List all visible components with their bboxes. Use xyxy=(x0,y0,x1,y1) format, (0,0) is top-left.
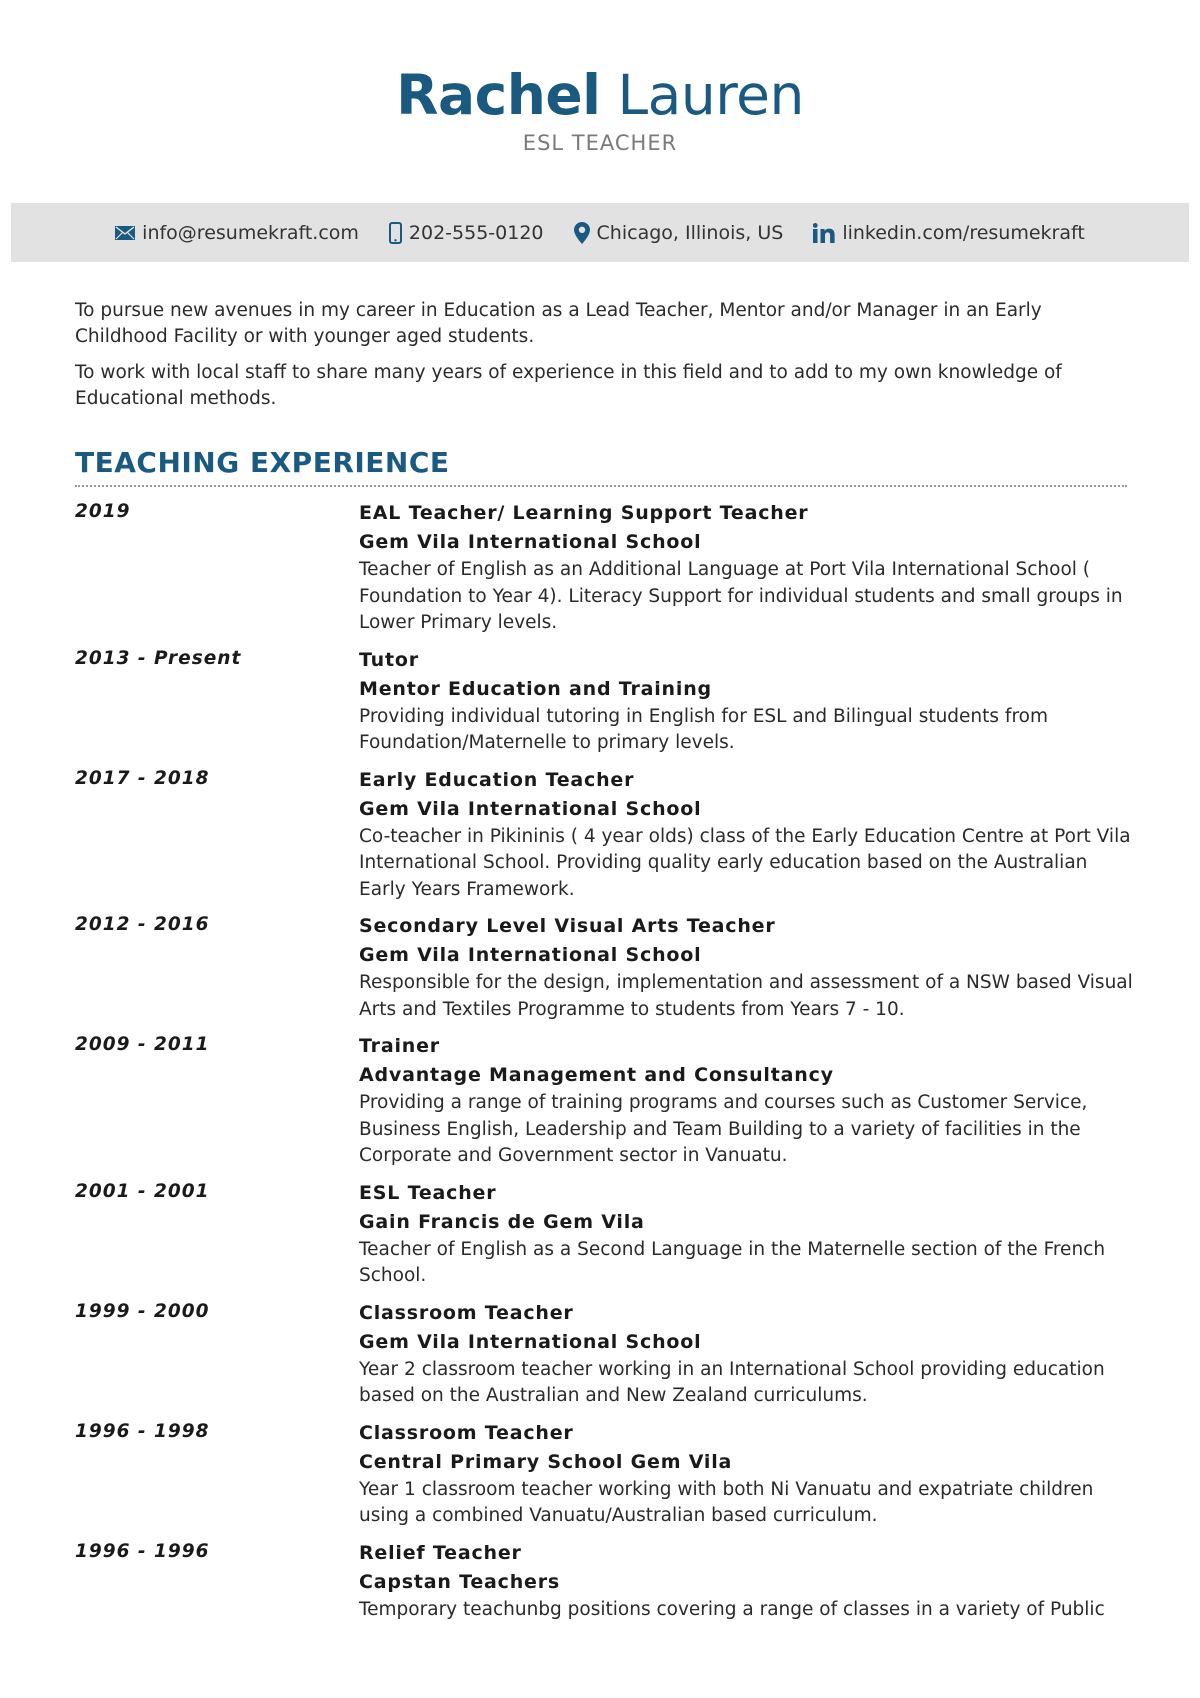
job-title: Early Education Teacher xyxy=(359,768,635,791)
job-title: ESL Teacher xyxy=(359,1181,497,1204)
job-description: Year 1 classroom teacher working with both Ni Vanuatu and expatriate children using a combined Vanuatu/Australian based curriculum. xyxy=(359,1478,1094,1526)
job-company: Capstan Teachers xyxy=(359,1570,561,1593)
job-entry xyxy=(75,1179,1135,1290)
job-title: Classroom Teacher xyxy=(359,1301,574,1324)
first-name: Rachel xyxy=(396,63,601,127)
envelope-icon xyxy=(115,226,135,240)
job-title: Secondary Level Visual Arts Teacher xyxy=(359,915,776,937)
contact-location[interactable] xyxy=(574,222,784,244)
job-company: Advantage Management and Consultancy xyxy=(359,1064,834,1086)
job-company: Central Primary School Gem Vila xyxy=(359,1450,733,1473)
objective-section xyxy=(75,298,1135,422)
job-date: 2012 - 2016 xyxy=(75,914,210,935)
job-description: Temporary teachunbg positions covering a range of classes in a variety of Public xyxy=(359,1598,1105,1620)
job-entry xyxy=(75,646,1135,757)
job-description: Providing a range of training programs and courses such as Customer Service, Business English, Leadership and Team Building to a variety of facilities in the Corporate and Government sector in Vanuatu. xyxy=(359,1092,1088,1166)
section-title-teaching-experience: TEACHING EXPERIENCE xyxy=(75,446,450,479)
job-description: Year 2 classroom teacher working in an International School providing education based on the Australian and New Zealand curriculums. xyxy=(359,1358,1105,1406)
job-company: Gain Francis de Gem Vila xyxy=(359,1210,645,1233)
contact-linkedin[interactable] xyxy=(813,222,1085,244)
resume-header xyxy=(0,62,1200,156)
job-title: Tutor xyxy=(359,648,419,671)
job-entry xyxy=(75,1419,1135,1530)
job-description: Providing individual tutoring in English for ESL and Bilingual students from Foundation/Maternelle to primary levels. xyxy=(359,705,1048,753)
candidate-name xyxy=(0,62,1200,128)
job-company: Gem Vila International School xyxy=(359,1330,702,1353)
linkedin-icon xyxy=(813,223,835,243)
job-company: Gem Vila International School xyxy=(359,797,702,820)
job-company: Gem Vila International School xyxy=(359,531,702,553)
job-company: Gem Vila International School xyxy=(359,944,702,966)
contact-phone[interactable] xyxy=(389,222,544,244)
job-entry xyxy=(75,1299,1135,1410)
job-date: 2019 xyxy=(75,501,131,522)
linkedin-text: linkedin.com/resumekraft xyxy=(842,221,1085,244)
job-date: 2009 - 2011 xyxy=(75,1034,210,1055)
objective-paragraph: To work with local staff to share many years of experience in this field and to add to my own knowledge of Educational methods. xyxy=(75,362,1062,409)
contact-email[interactable] xyxy=(115,222,359,244)
job-description: Responsible for the design, implementation and assessment of a NSW based Visual Arts and Textiles Programme to students from Years 7 - 10. xyxy=(359,972,1133,1020)
job-company: Mentor Education and Training xyxy=(359,677,712,700)
job-entry xyxy=(75,1032,1135,1170)
location-text: Chicago, Illinois, US xyxy=(596,221,784,244)
job-title: EAL Teacher/ Learning Support Teacher xyxy=(359,502,809,524)
job-date: 2017 - 2018 xyxy=(75,767,210,789)
job-title: Classroom Teacher xyxy=(359,1421,574,1444)
job-role: ESL TEACHER xyxy=(522,131,678,155)
job-entry xyxy=(75,912,1135,1023)
job-date: 1996 - 1998 xyxy=(75,1420,210,1442)
last-name: Lauren xyxy=(617,63,804,127)
job-title: Relief Teacher xyxy=(359,1541,522,1564)
job-date: 2001 - 2001 xyxy=(75,1180,210,1202)
email-text: info@resumekraft.com xyxy=(142,221,359,244)
job-title: Trainer xyxy=(359,1035,440,1057)
experience-list xyxy=(75,499,1135,1632)
job-date: 2013 - Present xyxy=(75,647,242,669)
job-entry xyxy=(75,499,1135,637)
job-date: 1996 - 1996 xyxy=(75,1540,210,1562)
job-entry xyxy=(75,1539,1135,1624)
job-description: Co-teacher in Pikininis ( 4 year olds) class of the Early Education Centre at Port Vila International School. Providing quality early education based on the Australian Early Years Framework. xyxy=(359,825,1131,900)
objective-paragraph: To pursue new avenues in my career in Education as a Lead Teacher, Mentor and/or Manager in an Early Childhood Facility or with younger aged students. xyxy=(75,300,1042,347)
job-entry xyxy=(75,766,1135,904)
job-date: 1999 - 2000 xyxy=(75,1300,210,1322)
contact-bar xyxy=(11,203,1189,262)
job-description: Teacher of English as an Additional Language at Port Vila International School ( Foundation to Year 4). Literacy Support for individual students and small groups in Lower Primary levels. xyxy=(359,559,1123,633)
section-divider xyxy=(75,485,1127,487)
phone-text: 202-555-0120 xyxy=(408,221,544,244)
mobile-phone-icon xyxy=(389,222,402,244)
map-pin-icon xyxy=(574,222,590,244)
job-description: Teacher of English as a Second Language in the Maternelle section of the French School. xyxy=(359,1238,1106,1286)
